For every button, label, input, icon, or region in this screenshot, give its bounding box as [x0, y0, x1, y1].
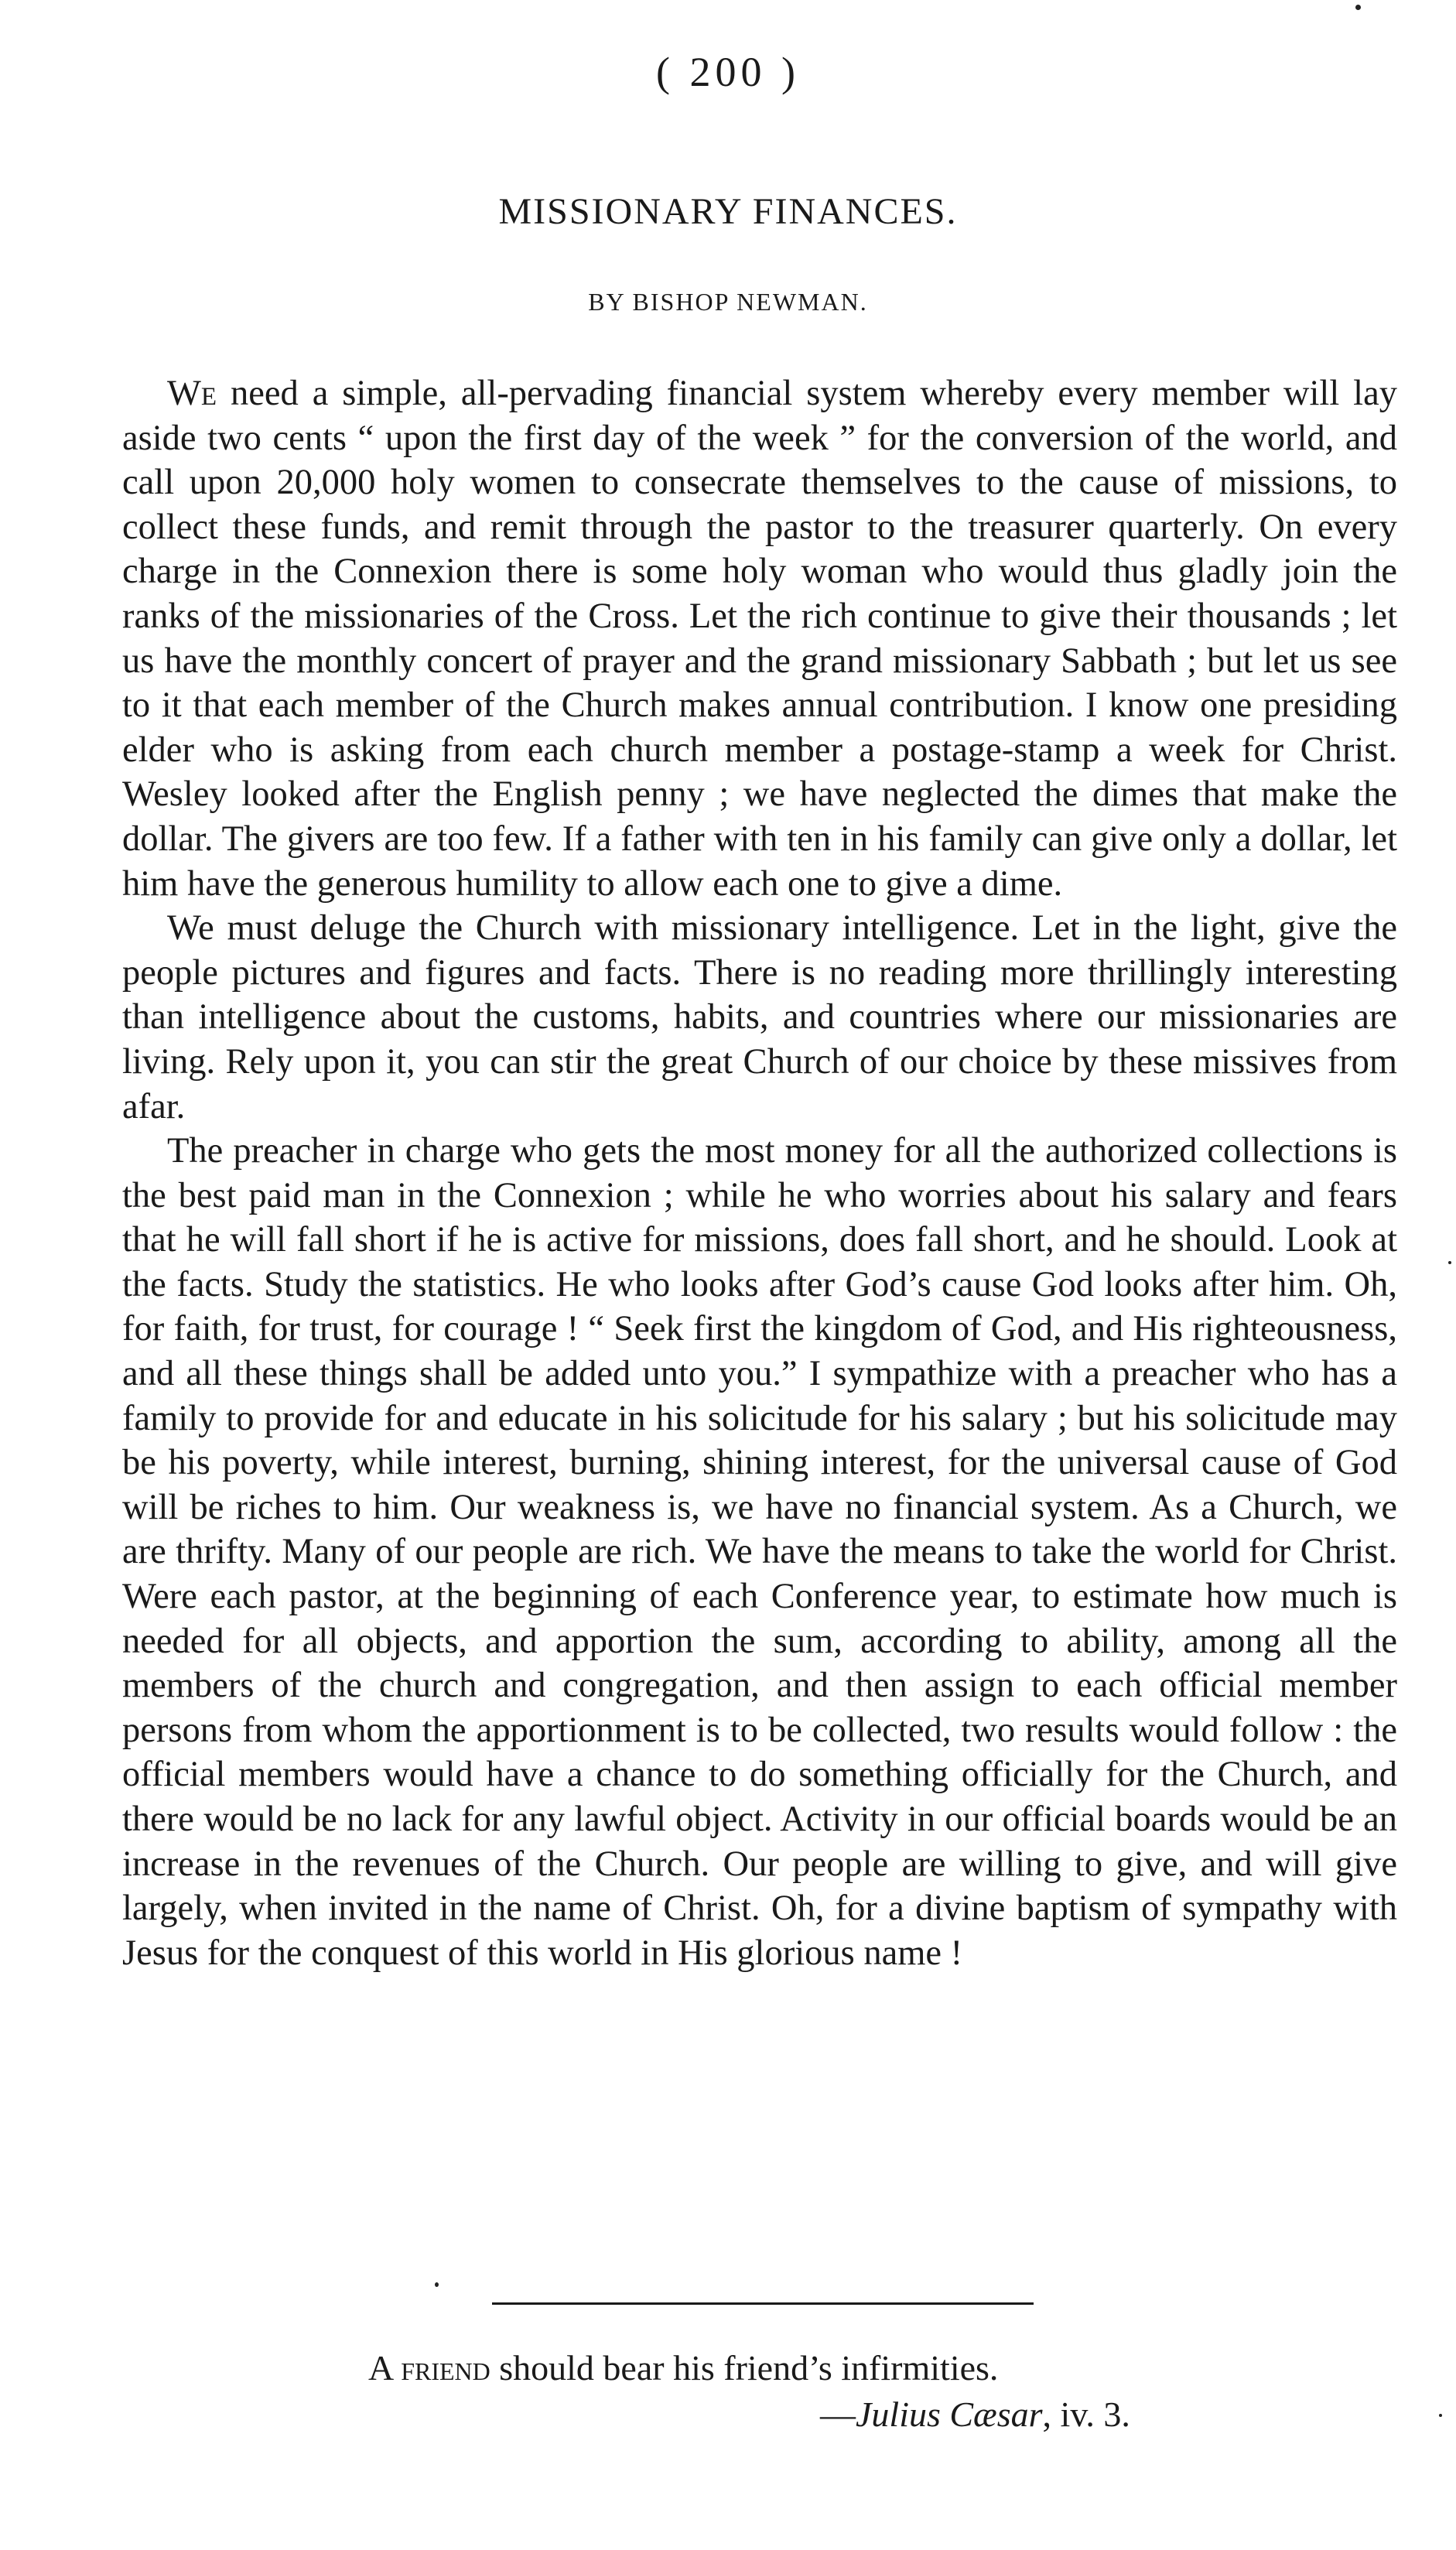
epigraph-smallcaps: friend	[401, 2348, 490, 2388]
attribution-dash: —	[820, 2394, 856, 2434]
paragraph-2: We must deluge the Church with missionary intelligence. Let in the light, give the people pictures and figures and facts. There is no reading more thrillingly interesting than intelligence about the customs, habits, and countries where our missionaries are living. Rely upon it, you can stir the great Church of our choice by these missives from afar.	[122, 908, 1397, 1126]
article-title: MISSIONARY FINANCES.	[498, 191, 958, 232]
article-byline: BY BISHOP NEWMAN.	[588, 288, 868, 316]
ink-speck	[1439, 2414, 1442, 2417]
ink-speck	[435, 2282, 439, 2287]
paragraph-1-text: need a simple, all-pervading financial system whereby every member will lay aside two cents “ upon the first day of the week ” for the conversion of the world, and call upon 20,000 holy women to consecrate themselves to the cause of missions, to collect these funds, and remit through the pastor to the treasurer quarterly. On every charge in the Connexion there is some holy woman who would thus gladly join the ranks of the missionaries of the Cross. Let the rich continue to give their thousands ; let us have the monthly concert of prayer and the grand missionary Sabbath ; but let us see to it that each member of the Church makes annual contribution. I know one presiding elder who is asking from each church member a postage-stamp a week for Christ. Wesley looked after the English penny ; we have neglected the dimes that make the dollar. The givers are too few. If a father with ten in his family can give only a dollar, let him have the generous humility to allow each one to give a dime.	[122, 374, 1397, 904]
ink-speck	[1355, 5, 1361, 10]
article-body	[122, 371, 1397, 1975]
attribution-work: Julius Cæsar	[856, 2394, 1043, 2434]
attribution-reference: , iv. 3.	[1042, 2394, 1130, 2434]
drop-word: We	[167, 374, 217, 413]
ink-speck	[1448, 1261, 1451, 1264]
paragraph-1	[122, 371, 1397, 906]
paragraph-3: The preacher in charge who gets the most money for all the authorized collections is the best paid man in the Connexion ; while he who worries about his salary and fears that he will fall short if he is active for missions, does fall short, and he should. Look at the facts. Study the statistics. He who looks after God’s cause God looks after him. Oh, for faith, for trust, for courage ! “ Seek first the kingdom of God, and His righteousness, and all these things shall be added unto you.” I sympathize with a preacher who has a family to provide for and educate in his solicitude for his salary ; but his solicitude may be his poverty, while interest, burning, shining interest, for the universal cause of God will be riches to him. Our weakness is, we have no financial system. As a Church, we are thrifty. Many of our people are rich. We have the means to take the world for Christ. Were each pastor, at the beginning of each Conference year, to estimate how much is needed for all objects, and apportion the sum, according to ability, among all the members of the church and congregation, and then assign to each official member persons from whom the apportionment is to be collected, two results would follow : the official members would have a chance to do something officially for the Church, and there would be no lack for any lawful object. Activity in our official boards would be an increase in the revenues of the Church. Our people are willing to give, and will give largely, when invited in the name of Christ. Oh, for a divine baptism of sympathy with Jesus for the conquest of this world in His glorious name !	[122, 1131, 1397, 1973]
epigraph-rest: should bear his friend’s infirmities.	[490, 2348, 999, 2388]
section-divider	[492, 2302, 1034, 2305]
epigraph-quote	[368, 2346, 998, 2391]
epigraph-lead: A	[368, 2348, 392, 2388]
page-number: ( 200 )	[656, 49, 800, 95]
epigraph-attribution	[820, 2392, 1130, 2437]
